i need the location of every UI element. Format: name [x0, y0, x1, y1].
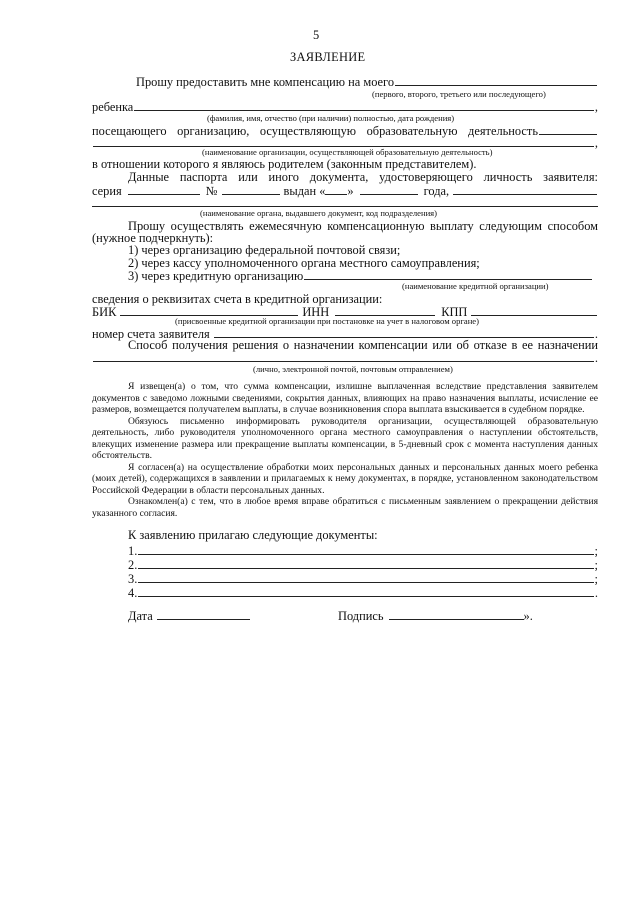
child-name-field[interactable]	[134, 99, 594, 111]
number-field[interactable]	[222, 182, 280, 195]
signature-row	[338, 607, 533, 623]
issued-day-field[interactable]	[325, 182, 347, 195]
bank-details-label: сведения о реквизитах счета в кредитной организации:	[92, 292, 383, 306]
payment-line2: (нужное подчеркнуть):	[92, 231, 214, 245]
child-row: ребенка ,	[92, 100, 598, 114]
date-label: Дата	[128, 609, 153, 623]
account-field[interactable]	[214, 326, 594, 338]
attachment-field-1[interactable]	[138, 543, 593, 555]
passport-row	[92, 182, 598, 198]
caption-codes: (присвоенные кредитной организации при постановке на учет в налоговом органе)	[175, 316, 479, 326]
caption-child-name: (фамилия, имя, отчество (при наличии) полностью, дата рождения)	[207, 113, 455, 123]
payment-option-post[interactable]: 1) через организацию федеральной почтовой связи;	[128, 243, 401, 257]
account-row: номер счета заявителя .	[92, 327, 598, 341]
issuer-field-start[interactable]	[453, 183, 597, 195]
issued-month-field[interactable]	[360, 182, 418, 195]
series-label: серия	[92, 184, 122, 198]
inn-label: ИНН	[302, 305, 330, 319]
caption-bank: (наименование кредитной организации)	[402, 281, 549, 291]
caption-issuer: (наименование органа, выдавшего документ, код подразделения)	[200, 208, 437, 218]
decision-row: .	[92, 350, 598, 365]
attachment-item: 1. ;	[128, 544, 598, 558]
attachment-field-4[interactable]	[138, 585, 594, 597]
notices-block	[92, 381, 598, 519]
bank-name-field[interactable]	[304, 268, 592, 280]
series-field[interactable]	[128, 182, 200, 195]
attachment-item: 4. .	[128, 586, 598, 600]
attachment-item: 3. ;	[128, 572, 598, 586]
caption-child-order: (первого, второго, третьего или последующего)	[372, 89, 546, 99]
notice-consent: Я согласен(а) на осуществление обработки моих персональных данных и персональных данных моего ребенка (моих детей), содержащихся в заявлении и прилагаемых к нему документах, в порядке, установленном законодательством Российской Федерации в области персональных данных.	[92, 461, 598, 496]
attending-text: посещающего организацию, осуществляющую образовательную деятельность	[92, 124, 538, 138]
attending-field[interactable]	[539, 123, 597, 135]
attachment-field-2[interactable]	[138, 557, 593, 569]
signature-field[interactable]	[389, 607, 524, 620]
kpp-field[interactable]	[471, 304, 597, 316]
signature-end: ».	[523, 609, 533, 623]
org-row: ,	[92, 135, 598, 150]
decision-field[interactable]	[93, 350, 594, 362]
notice-refund: Я извещен(а) о том, что сумма компенсации, излишне выплаченная вследствие представления заявителем документов с заведомо ложными сведениями, сокрытия данных, влияющих на право назначения выплаты, исчисление ее размеров, возмещается получателем выплаты, в случае возникновения спора выплата взыскивается в судебном порядке.	[92, 381, 598, 415]
decision-line: Способ получения решения о назначении компенсации или об отказе в ее назначении	[128, 338, 598, 352]
notice-withdrawal: Ознакомлен(а) с тем, что в любое время вправе обратиться с письменным заявлением о прекращении действия указанного согласия.	[92, 496, 598, 519]
year-label: года,	[423, 184, 450, 198]
org-name-field[interactable]	[93, 135, 594, 147]
signature-label: Подпись	[338, 609, 384, 623]
date-field[interactable]	[157, 607, 250, 620]
date-row	[128, 607, 250, 623]
caption-org: (наименование организации, осуществляющей образовательную деятельность)	[202, 147, 493, 157]
notice-obligation: Обязуюсь письменно информировать руководителя организации, осуществляющей образовательную деятельность, либо руководителя уполномоченного органа местного самоуправления о наступлении обстоятельств, влекущих изменение размера или прекращение выплаты компенсации, в 5-дневный срок с момента наступления данных обстоятельств.	[92, 415, 598, 461]
issuer-field[interactable]	[92, 206, 598, 207]
account-label: номер счета заявителя	[92, 327, 210, 341]
page-title: ЗАЯВЛЕНИЕ	[290, 50, 366, 64]
inn-field[interactable]	[335, 303, 435, 316]
number-label: №	[205, 184, 218, 198]
bik-field[interactable]	[120, 303, 298, 316]
issued-close: »	[347, 184, 354, 198]
intro-text: Прошу предоставить мне компенсацию на моего	[136, 75, 395, 89]
kpp-label: КПП	[441, 305, 468, 319]
caption-decision: (лично, электронной почтой, почтовым отправлением)	[253, 364, 453, 374]
parent-line: в отношении которого я являюсь родителем (законным представителем).	[92, 157, 477, 171]
child-label: ребенка	[92, 100, 134, 114]
attachment-item: 2. ;	[128, 558, 598, 572]
attachments-heading: К заявлению прилагаю следующие документы:	[128, 528, 378, 542]
passport-line: Данные паспорта или иного документа, удостоверяющего личность заявителя:	[128, 170, 598, 184]
attachment-field-3[interactable]	[138, 571, 593, 583]
child-order-field[interactable]	[395, 74, 597, 86]
payment-option-cash[interactable]: 2) через кассу уполномоченного органа местного самоуправления;	[128, 256, 480, 270]
bik-label: БИК	[92, 305, 117, 319]
issued-label: выдан «	[283, 184, 326, 198]
payment-option-bank[interactable]: 3) через кредитную организацию	[128, 269, 304, 283]
payment-line1: Прошу осуществлять ежемесячную компенсационную выплату следующим способом	[128, 219, 598, 233]
page-number: 5	[313, 28, 320, 42]
intro-row	[136, 74, 598, 89]
